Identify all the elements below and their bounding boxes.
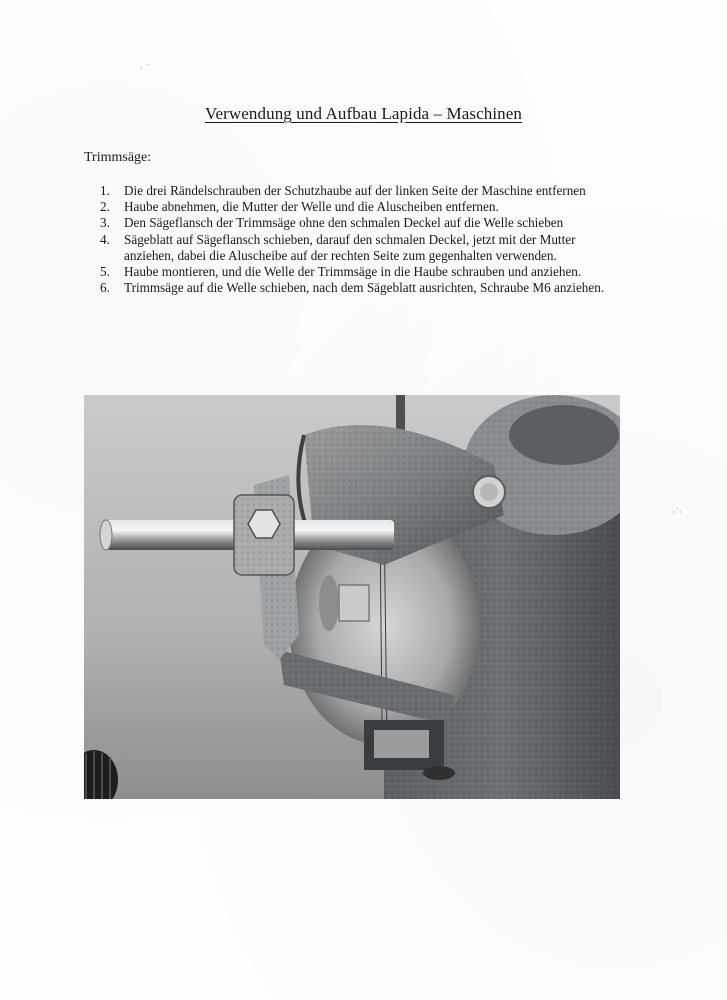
list-item-text: Haube abnehmen, die Mutter der Welle und die Aluscheiben entfernen.: [124, 199, 499, 215]
list-item-text: Den Sägeflansch der Trimmsäge ohne den schmalen Deckel auf die Welle schieben: [124, 215, 564, 231]
list-item: [88, 232, 628, 264]
list-item-text: Die drei Rändelschrauben der Schutzhaube auf der linken Seite der Maschine entfernen: [124, 183, 586, 198]
hex-screw-icon: [248, 510, 280, 538]
list-item-text: Sägeblatt auf Sägeflansch schieben, darauf den schmalen Deckel, jetzt mit der Mutter anziehen, dabei die Aluscheibe auf der rechten Seite zum gegenhalten verwenden.: [124, 231, 576, 263]
list-item: [88, 215, 628, 231]
list-item-text: Haube montieren, und die Welle der Trimmsäge in die Haube schrauben und anziehen.: [124, 264, 582, 280]
list-item-number: 2.: [100, 199, 110, 215]
list-item-text: Trimmsäge auf die Welle schieben, nach dem Sägeblatt ausrichten, Schraube M6 anziehen.: [124, 280, 605, 296]
list-item-number: 5.: [100, 264, 110, 280]
list-item: [88, 264, 628, 280]
page-title: Verwendung und Aufbau Lapida – Maschinen: [204, 104, 522, 123]
machine-photo: [84, 395, 620, 799]
list-item-number: 4.: [100, 231, 110, 247]
flange-nut: [339, 585, 369, 621]
list-item-number: 3.: [100, 215, 110, 231]
instruction-list: [88, 183, 628, 296]
trim-saw-illustration: [84, 395, 620, 799]
list-item: [88, 183, 628, 199]
section-label: Trimmsäge:: [84, 150, 152, 165]
scan-speck: ·˙·: [672, 508, 683, 518]
list-item: [88, 199, 628, 215]
scan-speck: · ˙: [140, 64, 151, 74]
list-item: [88, 280, 628, 296]
list-item-number: 1.: [100, 183, 110, 198]
list-item-number: 6.: [100, 280, 110, 296]
